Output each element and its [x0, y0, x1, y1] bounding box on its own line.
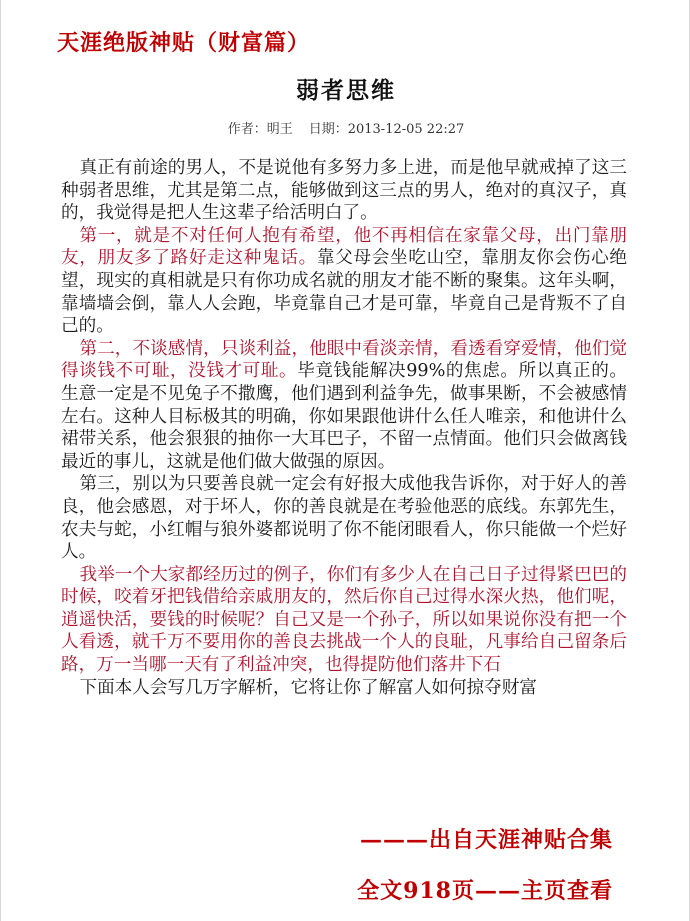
- paragraph-text: 下面本人会写几万字解析，它将让你了解富人如何掠夺财富: [79, 677, 537, 698]
- page-count-line: 全文918页——主页查看: [357, 878, 613, 904]
- paragraph-text: 真正有前途的男人，不是说他有多努力多上进，而是他早就戒掉了这三种弱者思维，尤其是第二点，能够做到这三点的男人，绝对的真汉子，真的，我觉得是把人生这辈子给活明白了。: [61, 158, 627, 224]
- paragraph-6: [61, 677, 627, 700]
- byline: [1, 118, 690, 137]
- paragraph-text: 毕竟钱能解决99%的焦虑。所以真正的。生意一定是不见兔子不撒鹰，他们遇到利益争先，做事果断，不会被感情左右。这种人目标极其的明确，你如果跟他讲什么任人唯亲，和他讲什么裙带关系，他会狠狠的抽你一大耳巴子，不留一点情面。他们只会做离钱最近的事儿，这就是他们做大做强的原因。: [61, 361, 627, 472]
- paragraph-4: [61, 473, 627, 563]
- date-label: 日期：2013-12-05 22:27: [308, 122, 465, 137]
- highlighted-text: 第一，就是不对任何人抱有希望，他不再相信在家靠父母，出门靠朋友，朋友多了路好走这种鬼话。: [61, 225, 627, 269]
- paragraph-2: [61, 225, 627, 338]
- source-line: ———出自天涯神贴合集: [359, 827, 613, 853]
- highlighted-text: 第二，不谈感情，只谈利益，他眼中看淡亲情，看透看穿爱情，他们觉得谈钱不可耻，没钱才可耻。: [61, 338, 627, 382]
- paragraph-text: 靠父母会坐吃山空，靠朋友你会伤心绝望，现实的真相就是只有你功成名就的朋友才能不断的聚集。这年头啊，靠墙墙会倒，靠人人会跑，毕竟靠自己才是可靠，毕竟自己是背叛不了自己的。: [61, 248, 627, 337]
- article-body: [61, 157, 627, 699]
- page-title: 弱者思维: [296, 78, 396, 104]
- paragraph-5: [61, 564, 627, 677]
- paragraph-text: 第三，别以为只要善良就一定会有好报大成他我告诉你，对于好人的善良，他会感恩，对于坏人，你的善良就是在考验他恶的底线。东郭先生，农夫与蛇，小红帽与狼外婆都说明了你不能闭眼看人，你只能做一个烂好人。: [61, 474, 627, 563]
- paragraph-1: [61, 157, 627, 225]
- author-label: 作者：明王: [227, 122, 293, 137]
- series-title: 天涯绝版神贴（财富篇）: [57, 30, 311, 56]
- paragraph-3: [61, 338, 627, 474]
- highlighted-text: 我举一个大家都经历过的例子，你们有多少人在自己日子过得紧巴巴的时候，咬着牙把钱借给亲戚朋友的，然后你自己过得水深火热，他们呢，逍遥快活，要钱的时候呢？自己又是一个孙子，所以如果说你没有把一个人看透，就千万不要用你的善良去挑战一个人的良耻，凡事给自己留条后路，万一当哪一天有了利益冲突，也得提防他们落井下石: [61, 564, 627, 676]
